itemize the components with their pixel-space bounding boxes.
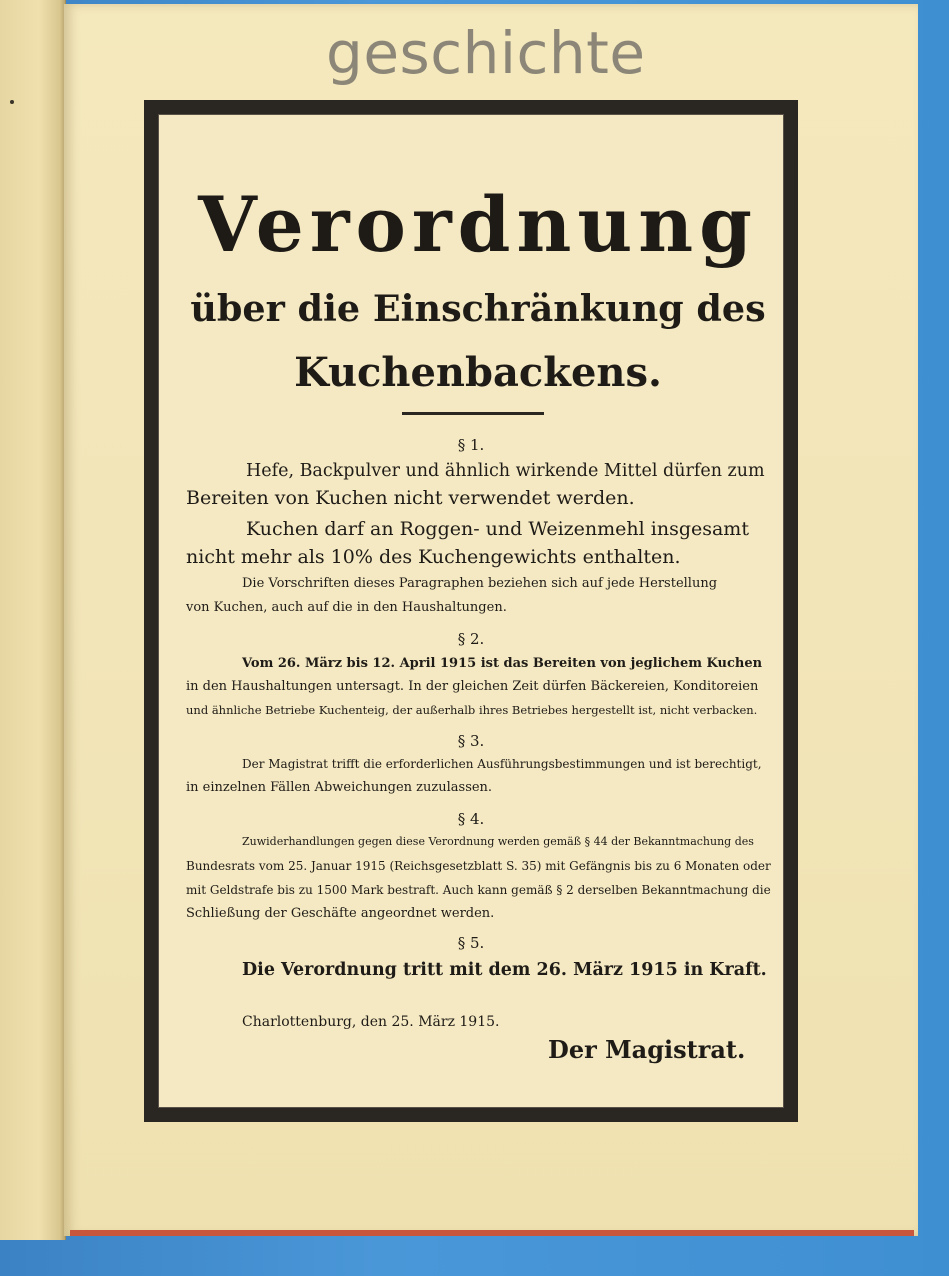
section-2-mark: § 2. (457, 630, 485, 648)
section-2-line: Vom 26. März bis 12. April 1915 ist das Bereiten von jeglichem Kuchen (242, 656, 763, 671)
signature: Der Magistrat. (548, 1035, 746, 1064)
section-3-mark: § 3. (457, 732, 485, 750)
left-facing-page (0, 0, 66, 1240)
section-4-mark: § 4. (457, 810, 485, 828)
section-1-line: Bereiten von Kuchen nicht verwendet werden. (186, 487, 635, 509)
section-1-line: von Kuchen, auch auf die in den Haushaltungen. (186, 600, 507, 615)
place-and-date: Charlottenburg, den 25. März 1915. (242, 1014, 500, 1030)
page-red-edge (70, 1230, 914, 1236)
section-1-line: Hefe, Backpulver und ähnlich wirkende Mittel dürfen zum (246, 461, 765, 481)
watermark-text: geschichte (326, 19, 646, 87)
section-1-line: Die Vorschriften dieses Paragraphen beziehen sich auf jede Herstellung (242, 576, 718, 591)
section-3-line: in einzelnen Fällen Abweichungen zuzulassen. (186, 780, 493, 795)
section-4-line: Schließung der Geschäfte angeordnet werden. (186, 906, 495, 921)
page-speck (10, 100, 14, 104)
section-5-line: Die Verordnung tritt mit dem 26. März 1915 in Kraft. (242, 960, 767, 980)
section-3-line: Der Magistrat trifft die erforderlichen Ausführungsbestimmungen und ist berechtigt, (242, 757, 762, 771)
section-4-line: Bundesrats vom 25. Januar 1915 (Reichsgesetzblatt S. 35) mit Gefängnis bis zu 6 Monaten oder (186, 859, 771, 873)
section-2-line: in den Haushaltungen untersagt. In der gleichen Zeit dürfen Bäckereien, Konditoreien (186, 679, 759, 694)
section-5-mark: § 5. (457, 934, 485, 952)
section-2-line: und ähnliche Betriebe Kuchenteig, der außerhalb ihres Betriebes hergestellt ist, nicht verbacken. (186, 703, 758, 717)
notice-subtitle-line-1: über die Einschränkung des (190, 287, 766, 330)
section-1-line: Kuchen darf an Roggen- und Weizenmehl insgesamt (246, 518, 749, 540)
section-1-mark: § 1. (457, 436, 485, 454)
section-4-line: Zuwiderhandlungen gegen diese Verordnung werden gemäß § 44 der Bekanntmachung des (242, 835, 754, 848)
document-page (64, 4, 918, 1236)
notice-frame (144, 100, 798, 1122)
notice-title: Verordnung (198, 180, 758, 269)
section-1-line: nicht mehr als 10% des Kuchengewichts enthalten. (186, 546, 681, 568)
notice-subtitle-line-2: Kuchenbackens. (294, 349, 662, 396)
title-divider (402, 412, 544, 415)
section-4-line: mit Geldstrafe bis zu 1500 Mark bestraft. Auch kann gemäß § 2 derselben Bekanntmachung die (186, 883, 771, 897)
